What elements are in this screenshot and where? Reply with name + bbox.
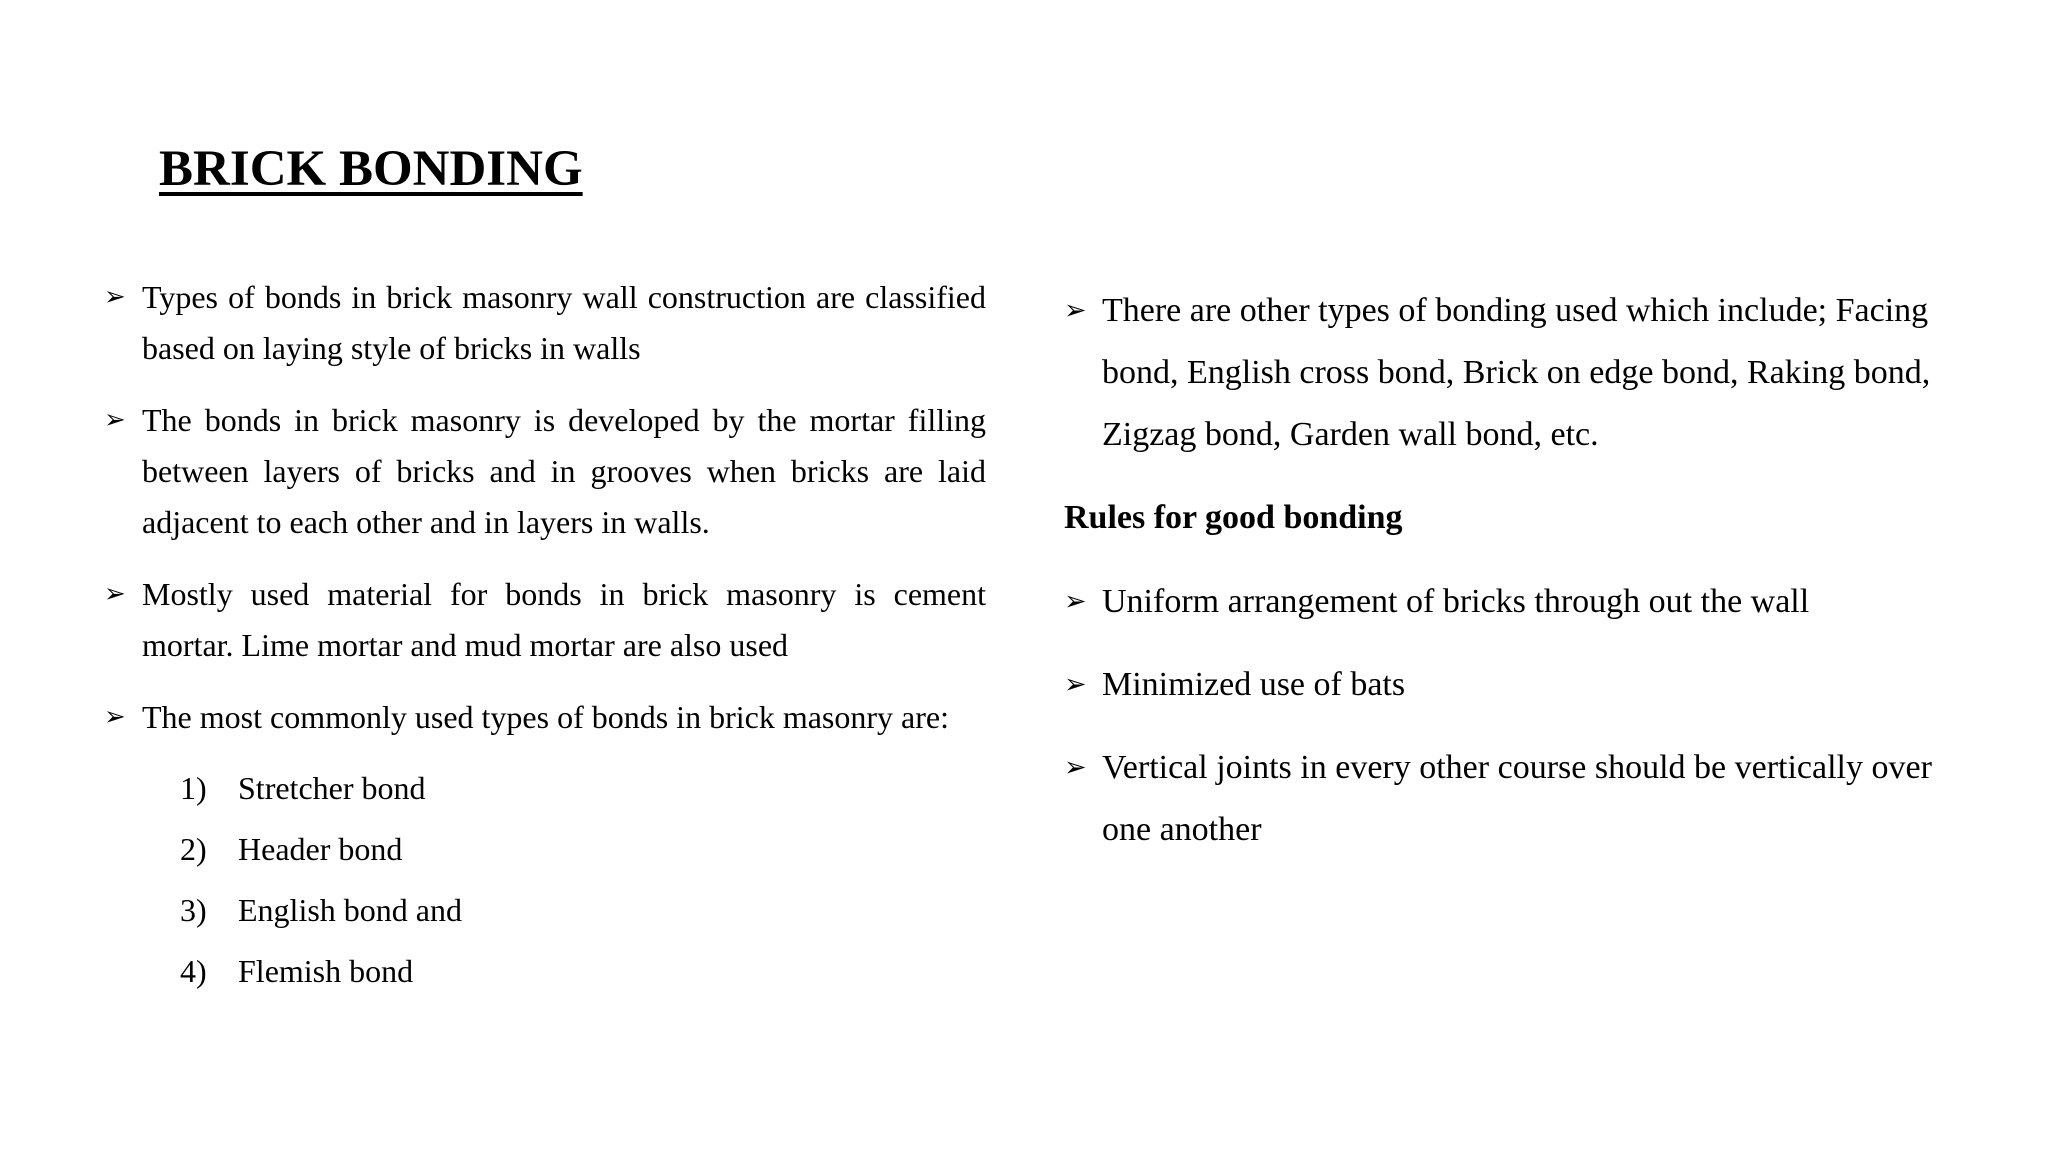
rules-subheading: Rules for good bonding	[1064, 499, 1403, 536]
list-item	[104, 880, 986, 941]
rule-text: Vertical joints in every other course should be vertically over one another	[1102, 749, 1932, 848]
bullet-text: Types of bonds in brick masonry wall construction are classified based on laying style of bricks in walls	[142, 279, 986, 366]
rule-text: Uniform arrangement of bricks through out the wall	[1102, 583, 1810, 620]
arrow-bullet-icon: ➢	[104, 579, 126, 609]
bullet-item	[104, 692, 986, 743]
bullet-item	[104, 569, 986, 671]
list-item-text: English bond and	[238, 892, 462, 928]
bullet-text: There are other types of bonding used which include; Facing bond, English cross bond, Brick on edge bond, Raking bond, Zigzag bond, Garden wall bond, etc.	[1102, 292, 1931, 453]
rule-item	[1064, 571, 1944, 633]
rule-text: Minimized use of bats	[1102, 666, 1406, 703]
list-item	[104, 941, 986, 1002]
bullet-text: The bonds in brick masonry is developed by the mortar filling between layers of bricks and in grooves when bricks are laid adjacent to each other and in layers in walls.	[142, 402, 986, 540]
rule-item	[1064, 654, 1944, 716]
bullet-item	[1064, 280, 1944, 466]
arrow-bullet-icon: ➢	[1064, 586, 1087, 617]
right-column	[1064, 280, 1944, 882]
list-item	[104, 819, 986, 880]
list-item-text: Flemish bond	[238, 953, 414, 989]
bullet-text: The most commonly used types of bonds in brick masonry are:	[142, 699, 949, 735]
bullet-text: Mostly used material for bonds in brick masonry is cement mortar. Lime mortar and mud mortar are also used	[142, 576, 986, 663]
list-number: 2)	[180, 831, 207, 867]
arrow-bullet-icon: ➢	[104, 282, 126, 312]
arrow-bullet-icon: ➢	[1064, 295, 1087, 326]
list-item-text: Stretcher bond	[238, 770, 426, 806]
arrow-bullet-icon: ➢	[1064, 752, 1087, 783]
arrow-bullet-icon: ➢	[104, 405, 126, 435]
bullet-item	[104, 395, 986, 548]
bond-types-list	[104, 758, 986, 1002]
rule-item	[1064, 737, 1944, 861]
left-column	[104, 272, 986, 1002]
list-item	[104, 758, 986, 819]
slide-title: BRICK BONDING	[159, 141, 583, 197]
list-number: 4)	[180, 953, 207, 989]
arrow-bullet-icon: ➢	[104, 702, 126, 732]
list-item-text: Header bond	[238, 831, 403, 867]
list-number: 3)	[180, 892, 207, 928]
bullet-item	[104, 272, 986, 374]
list-number: 1)	[180, 770, 207, 806]
arrow-bullet-icon: ➢	[1064, 669, 1087, 700]
